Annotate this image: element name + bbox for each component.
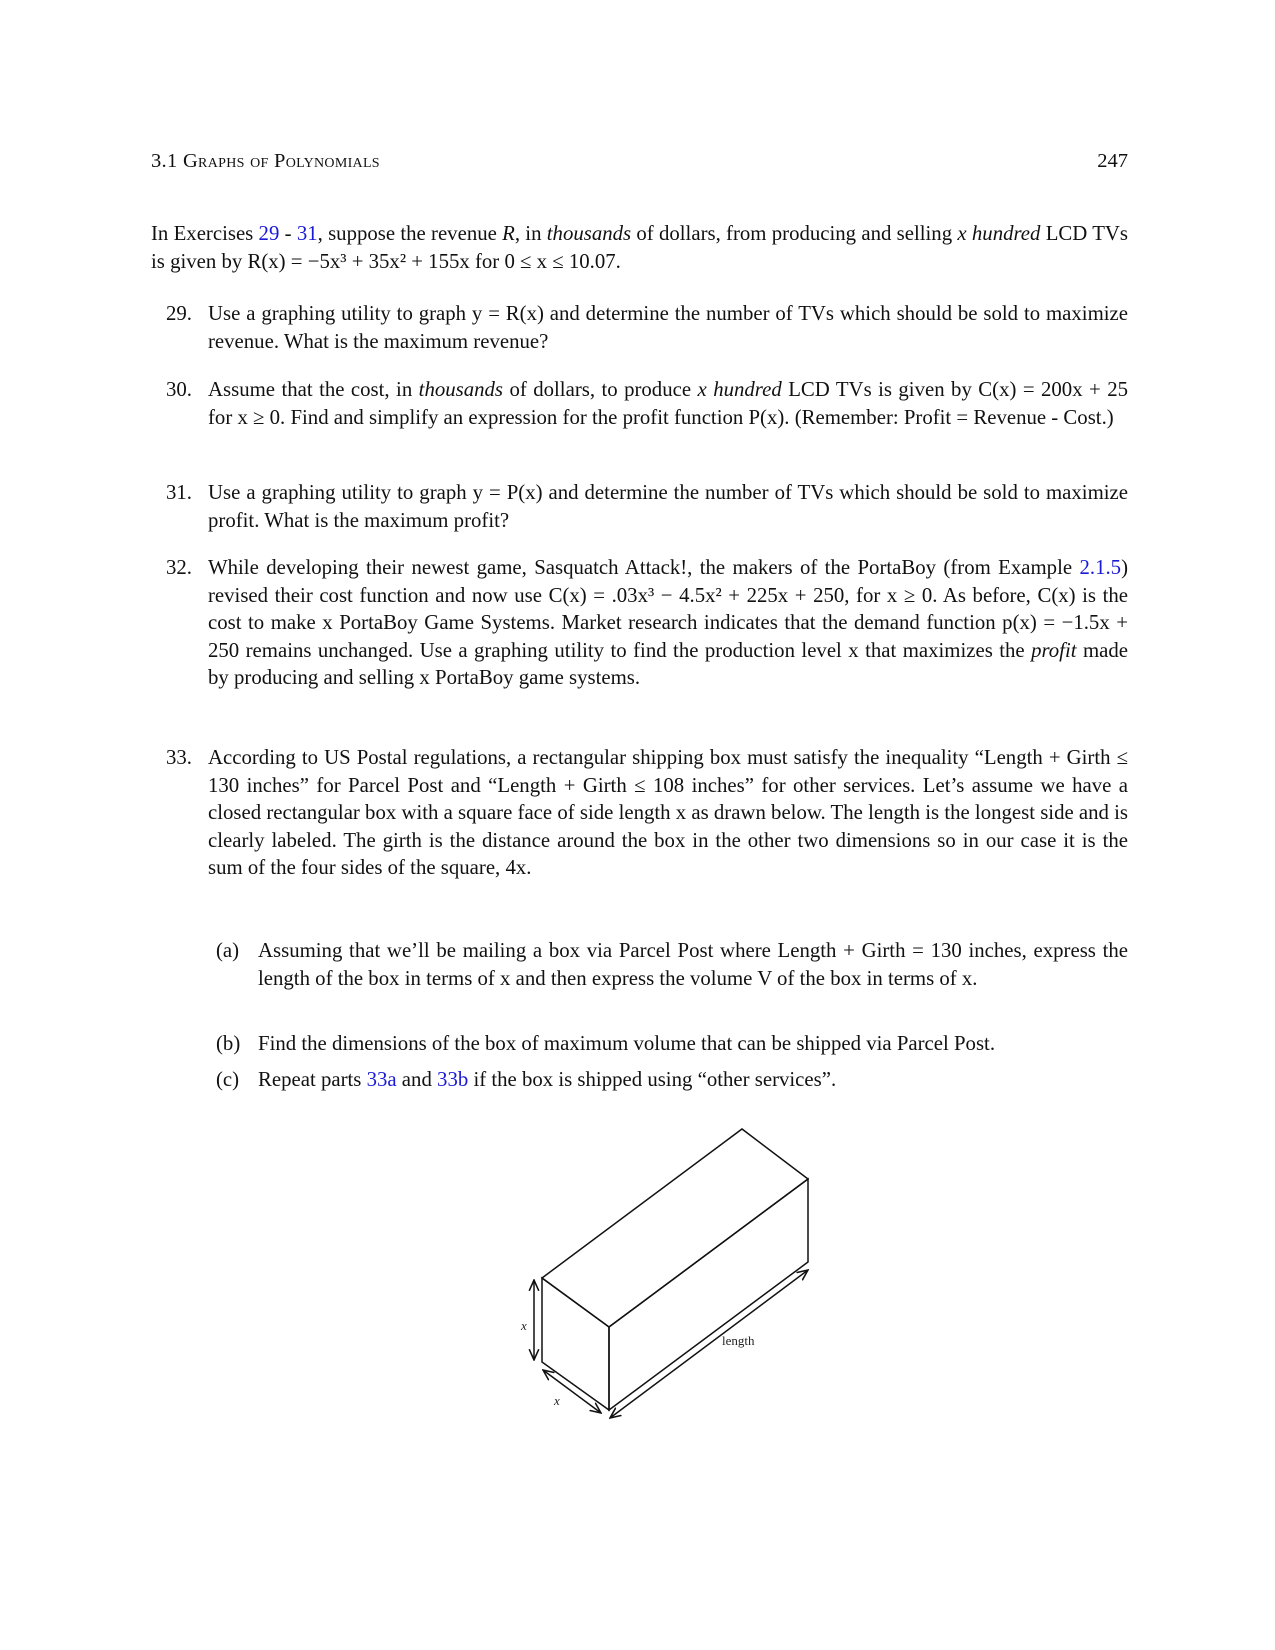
math-var: R [502, 222, 515, 245]
intro-dash: - [279, 222, 297, 245]
exercise-33c [208, 1066, 1128, 1094]
part-text [258, 1066, 1128, 1094]
link-33b[interactable]: 33b [437, 1068, 469, 1091]
text-run: While developing their newest game, Sasquatch Attack!, the makers of the PortaBoy (from Example [208, 556, 1080, 579]
exercise-30 [151, 376, 1128, 431]
exercise-29 [151, 300, 1128, 355]
length-label: length [722, 1333, 755, 1348]
running-header [151, 150, 1128, 178]
exercise-33b [208, 1030, 1128, 1058]
box-top-face [542, 1129, 808, 1327]
part-label: (c) [216, 1068, 240, 1091]
text-run: and [396, 1068, 438, 1091]
exercise-text: Use a graphing utility to graph y = R(x) and determine the number of TVs which should be sold to maximize revenue. What is the maximum revenue? [208, 302, 1128, 353]
exercise-text [208, 554, 1128, 692]
text-run: if the box is shipped using “other services”. [468, 1068, 837, 1091]
exercise-text: Use a graphing utility to graph y = P(x) and determine the number of TVs which should be sold to maximize profit. What is the maximum profit? [208, 481, 1128, 532]
part-label: (a) [216, 939, 240, 962]
exercise-number: 30. [166, 378, 192, 401]
part-text: Find the dimensions of the box of maximum volume that can be shipped via Parcel Post. [258, 1032, 996, 1055]
box-side-face [609, 1179, 808, 1410]
intro-text: for [469, 249, 505, 273]
math-var: x [697, 378, 707, 401]
exercise-31 [151, 479, 1128, 534]
text-run: Repeat parts [258, 1068, 367, 1091]
exercise-33a [208, 937, 1128, 992]
intro-text: LCD TVs is given by [151, 222, 1129, 273]
link-33a[interactable]: 33a [366, 1068, 397, 1091]
math-var: x [957, 222, 967, 245]
emphasis: thousands [418, 378, 504, 401]
part-text: Assuming that we’ll be mailing a box via Parcel Post where Length + Girth = 130 inches, express the length of the box in terms of x and then express the volume V of the box in terms of x. [258, 939, 1128, 990]
exercise-text: According to US Postal regulations, a rectangular shipping box must satisfy the inequality “Length + Girth ≤ 130 inches” for Parcel Post and “Length + Girth ≤ 108 inches” for other services. Let’s assume we have a closed rectangular box with a square face of side length x as drawn below. The length is the longest side and is clearly labeled. The girth is the distance around the box in the other two dimensions so in our case it is the sum of the four sides of the square, 4x. [208, 746, 1128, 879]
exercise-33 [151, 744, 1128, 882]
part-label: (b) [216, 1032, 241, 1055]
length-dimension-arrow [610, 1270, 808, 1418]
exercise-32 [151, 554, 1128, 692]
text-run: of dollars, to produce [503, 378, 698, 401]
emphasis: hundred [971, 222, 1041, 245]
exercise-intro [151, 220, 1128, 275]
intro-text: of dollars, from producing and selling [631, 222, 958, 245]
width-dimension-arrow [543, 1370, 601, 1413]
width-label: x [554, 1393, 560, 1408]
page-number: 247 [1097, 150, 1128, 172]
intro-text: , in [514, 222, 547, 245]
link-exercise-31[interactable]: 31 [296, 222, 318, 245]
exercise-number: 32. [166, 556, 192, 579]
emphasis: thousands [546, 222, 632, 245]
revenue-formula: R(x) = −5x³ + 35x² + 155x [247, 249, 470, 273]
intro-text: , suppose the revenue [317, 222, 503, 245]
text-run: LCD TVs is given by C(x) = 200x + 25 for x ≥ 0. Find and simplify an expression for the profit function P(x). (Remember: Profit = Revenue - Cost.) [208, 378, 1129, 429]
height-label: x [521, 1318, 527, 1333]
domain-inequality: 0 ≤ x ≤ 10.07. [504, 249, 621, 273]
intro-text: In Exercises [151, 222, 259, 245]
text-run: Assume that the cost, in [208, 378, 419, 401]
emphasis: hundred [713, 378, 782, 401]
exercise-number: 33. [166, 746, 192, 769]
exercise-text [208, 376, 1128, 431]
section-title: 3.1 Graphs of Polynomials [151, 150, 380, 172]
emphasis: profit [1031, 638, 1077, 662]
link-exercise-29[interactable]: 29 [258, 222, 280, 245]
exercise-number: 29. [166, 302, 192, 325]
text-run: made by producing and selling x PortaBoy game systems. [208, 638, 1128, 689]
text-run: ) revised their cost function and now use C(x) = .03x³ − 4.5x² + 225x + 250, for x ≥ 0. As before, C(x) is the cost to make x PortaBoy Game Systems. Market research indicates that the demand function p(x) = −1.5x + 250 remains unchanged. Use a graphing utility to find the production level x that maximizes the [208, 556, 1128, 662]
box-front-face [542, 1278, 609, 1410]
exercise-number: 31. [166, 481, 192, 504]
link-example-2-1-5[interactable]: 2.1.5 [1079, 556, 1122, 579]
